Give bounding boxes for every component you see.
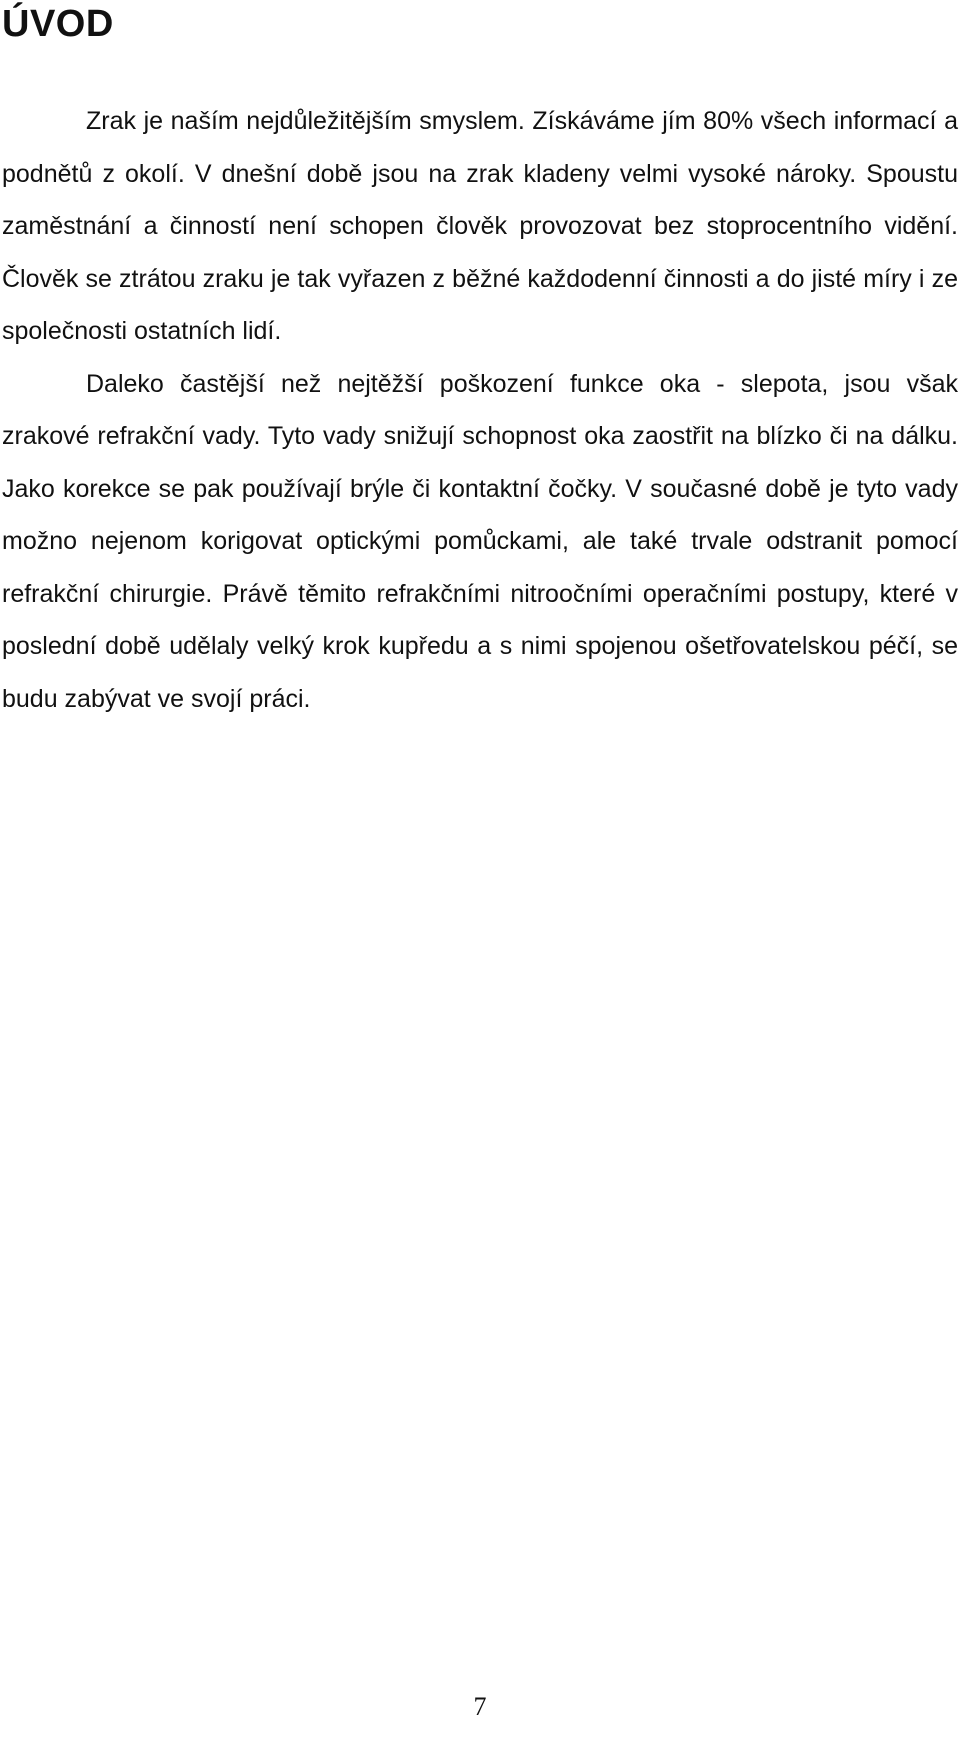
body-text: [2, 95, 958, 725]
page-number: 7: [473, 1692, 487, 1721]
paragraph-refractive-errors: Daleko častější než nejtěžší poškození funkce oka - slepota, jsou však zrakové refrakční vady. Tyto vady snižují schopnost oka zaostřit na blízko či na dálku. Jako korekce se pak používají brýle či kontaktní čočky. V současné době je tyto vady možno nejenom korigovat optickými pomůckami, ale také trvale odstranit pomocí refrakční chirurgie. Právě těmito refrakčními nitroočními operačními postupy, které v poslední době udělaly velký krok kupředu a s nimi spojenou ošetřovatelskou péčí, se budu zabývat ve svojí práci.: [2, 369, 958, 713]
paragraph-intro: Zrak je naším nejdůležitějším smyslem. Získáváme jím 80% všech informací a podnětů z okolí. V dnešní době jsou na zrak kladeny velmi vysoké nároky. Spoustu zaměstnání a činností není schopen člověk provozovat bez stoprocentního vidění. Člověk se ztrátou zraku je tak vyřazen z běžné každodenní činnosti a do jisté míry i ze společnosti ostatních lidí.: [2, 107, 958, 345]
section-heading: ÚVOD: [2, 3, 114, 45]
